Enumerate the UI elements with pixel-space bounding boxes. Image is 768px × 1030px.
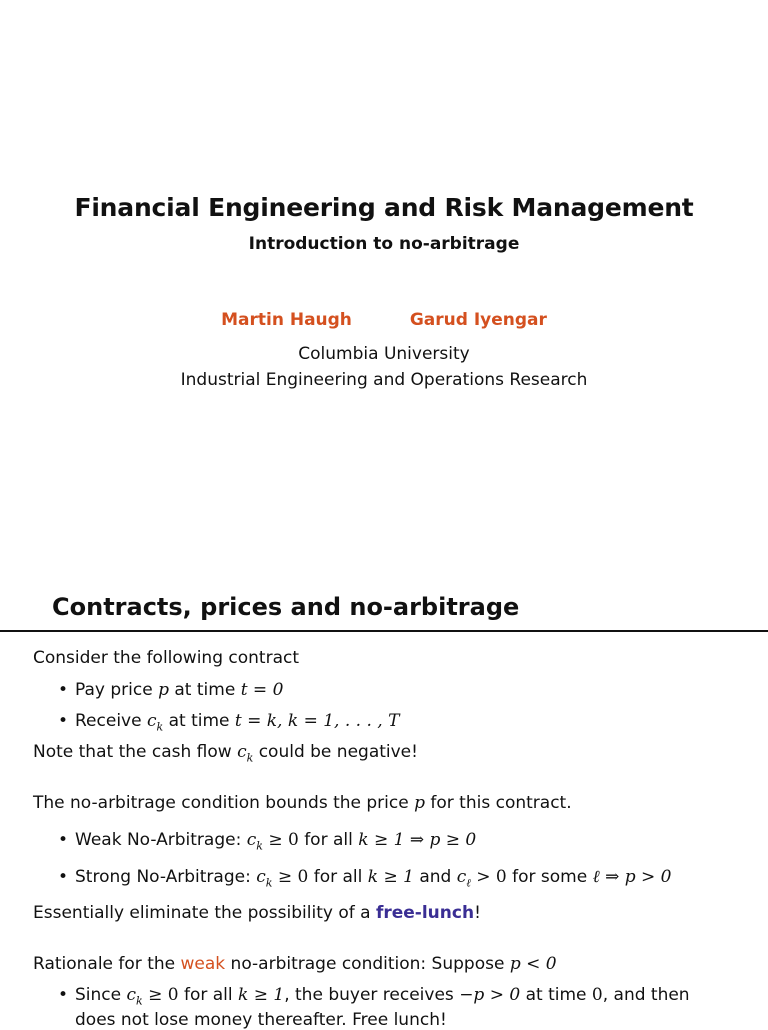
frame-title: Contracts, prices and no-arbitrage — [52, 593, 520, 621]
affiliation-department: Industrial Engineering and Operations Research — [180, 370, 588, 390]
author-1: Martin Haugh — [221, 310, 352, 330]
bullet-since-continuation: does not lose money thereafter. Free lunch! — [75, 1010, 447, 1030]
bullet-receive: • Receive $c_k$ at time t = k, k = 1, . . . , T — [75, 711, 399, 733]
bullet-since: • Since $c_k \ge 0$ for all k ≥ 1, the buyer receives −p > 0 at time 0, and then — [75, 985, 690, 1007]
presentation-title: Financial Engineering and Risk Management — [74, 193, 694, 222]
affiliation-university: Columbia University — [298, 344, 470, 364]
authors — [0, 310, 768, 330]
bullet-pay-price: • Pay price p at time t = 0 — [75, 680, 283, 700]
title-rule — [0, 630, 768, 632]
presentation-subtitle: Introduction to no-arbitrage — [248, 234, 520, 254]
free-lunch-link[interactable]: free-lunch — [375, 903, 475, 923]
bullet-strong-no-arbitrage: • Strong No-Arbitrage: $c_k \ge 0$ for all k ≥ 1 and $c_\ell > 0$ for some ℓ ⇒ p > 0 — [75, 867, 672, 889]
note-negative: Note that the cash flow $c_k$ could be negative! — [33, 742, 418, 765]
author-2: Garud Iyengar — [409, 310, 547, 330]
intro-text: Consider the following contract — [33, 648, 300, 668]
bound-text: The no-arbitrage condition bounds the price p for this contract. — [33, 793, 572, 813]
rationale-text: Rationale for the weak no-arbitrage condition: Suppose p < 0 — [33, 954, 557, 974]
free-lunch-text: Essentially eliminate the possibility of a free-lunch! — [33, 903, 481, 923]
bullet-weak-no-arbitrage: • Weak No-Arbitrage: $c_k \ge 0$ for all k ≥ 1 ⇒ p ≥ 0 — [75, 830, 476, 852]
